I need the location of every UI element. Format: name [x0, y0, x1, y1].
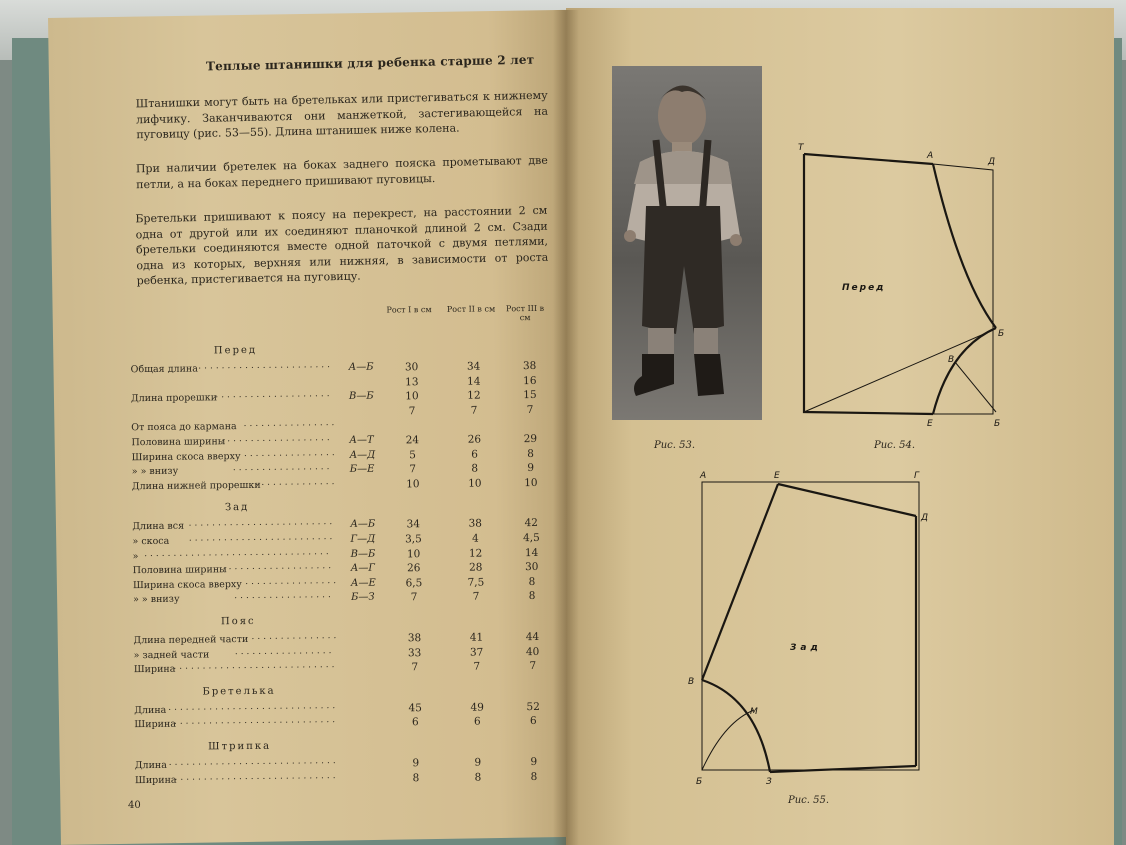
cell-value: 7	[473, 660, 481, 673]
cell-value: 38	[468, 517, 483, 531]
cell-value: 9	[527, 462, 535, 475]
section-heading: Штрипка	[208, 740, 272, 753]
fig55-point-m: М	[750, 707, 758, 717]
row-code: В—Б	[348, 390, 374, 403]
cell-value: 8	[474, 771, 482, 784]
fig54-pattern-front	[790, 140, 1010, 430]
cell-value: 33	[407, 646, 422, 659]
leader-dots: .................	[232, 462, 333, 474]
cell-value: 10	[468, 477, 482, 490]
cell-value: 13	[405, 375, 419, 388]
leader-dots: ....................	[215, 389, 333, 401]
cell-value: 4	[472, 532, 479, 545]
leader-dots: ............................	[173, 715, 339, 728]
column-header-2: Рост II в см	[446, 304, 496, 314]
fig55-point-e: Е	[774, 471, 780, 481]
fig54-point-v: В	[948, 355, 955, 365]
leader-dots: .................	[234, 590, 334, 602]
cell-value: 40	[525, 645, 540, 658]
cell-value: 9	[474, 756, 482, 769]
leader-dots: ................	[243, 418, 338, 430]
section-heading: Бретелька	[202, 685, 276, 698]
cell-value: 30	[524, 561, 539, 574]
row-code: Б—Е	[349, 463, 375, 476]
paragraph-3: Бретельки пришивают к поясу на перекрест, на расстоянии 2 см одна от другой или их соединяют планочкой длиной 2 см. Сзади бретельки соединяются вместе одной паточкой с двумя петлями, одна из которых, верхняя или нижняя, в зависимости от роста ребенка, пристегивается на пуговицу.	[135, 203, 549, 288]
cell-value: 34	[406, 518, 421, 531]
cell-value: 8	[528, 575, 536, 588]
leader-dots: ..............	[255, 476, 338, 488]
fig55-point-d: Д	[921, 513, 929, 523]
cell-value: 6	[473, 715, 481, 729]
leader-dots: .........................	[188, 532, 336, 544]
row-label: От пояса до кармана	[131, 421, 237, 434]
cell-value: 15	[523, 389, 537, 402]
fig55-caption: Рис. 55.	[788, 795, 830, 806]
cell-value: 26	[467, 433, 482, 446]
row-label: Длина передней части	[133, 633, 249, 647]
cell-value: 38	[407, 632, 422, 645]
fig54-point-t: Т	[798, 143, 804, 153]
row-label: Длина нижней прорешки	[131, 479, 261, 492]
column-header-1: Рост I в см	[386, 305, 432, 315]
fig53-caption: Рис. 53.	[654, 440, 696, 451]
section-heading: Перед	[213, 344, 258, 357]
row-label: Длина вся	[132, 521, 185, 533]
cell-value: 7	[529, 660, 537, 673]
paragraph-1: Штанишки могут быть на бретельках или пристегиваться к нижнему лифчику. Заканчиваются они манжеткой, застегивающейся на пуговицу (рис. 53—55). Длина штанишек ниже колена.	[135, 88, 549, 142]
cell-value: 9	[412, 757, 420, 770]
row-label: Длина прорешки	[130, 392, 218, 405]
cell-value: 42	[524, 517, 539, 530]
cell-value: 10	[406, 547, 421, 560]
fig54-caption: Рис. 54.	[874, 440, 916, 451]
row-label: Ширина	[133, 663, 176, 676]
fig54-point-e: Е	[927, 419, 933, 429]
book-gutter	[553, 10, 579, 845]
cell-value: 37	[469, 646, 484, 659]
fig54-point-d: Д	[988, 157, 996, 167]
row-code: Г—Д	[350, 533, 376, 545]
cell-value: 10	[406, 477, 420, 491]
fig55-point-b: Б	[696, 777, 703, 787]
leader-dots: ............................	[174, 770, 339, 783]
cell-value: 34	[466, 360, 481, 373]
cell-value: 14	[467, 375, 481, 388]
cell-value: 14	[524, 546, 539, 559]
fig54-point-b: Б	[998, 329, 1005, 339]
row-code: А—Д	[349, 449, 376, 461]
row-label: Ширина	[134, 719, 177, 731]
row-label: Половина ширины	[132, 564, 227, 577]
cell-value: 16	[523, 374, 537, 387]
leader-dots: .........................	[188, 517, 336, 529]
cell-value: 7	[472, 590, 480, 604]
cell-value: 7	[526, 403, 534, 416]
row-label: Ширина скоса вверху	[131, 450, 241, 463]
leader-dots: .............................	[168, 700, 339, 713]
row-code: А—Б	[350, 519, 376, 531]
row-label: Длина	[134, 704, 167, 716]
cell-value: 8	[530, 770, 538, 783]
cell-value: 29	[523, 432, 538, 446]
cell-value: 7	[410, 591, 418, 604]
cell-value: 10	[405, 390, 419, 403]
fig55-pattern-back	[688, 470, 934, 790]
cell-value: 10	[524, 476, 538, 489]
leader-dots: ................	[245, 575, 340, 587]
paragraph-2: При наличии бретелек на боках заднего пояска прометывают две петли, а на боках переднего пришивают пуговицы.	[135, 153, 548, 191]
row-label: Ширина скоса вверху	[132, 578, 242, 591]
cell-value: 6	[529, 715, 537, 728]
row-label: » скоса	[132, 535, 170, 548]
leader-dots: .............................	[168, 756, 339, 768]
cell-value: 28	[468, 561, 483, 574]
row-label: » задней части	[133, 648, 210, 661]
cell-value: 44	[525, 630, 540, 644]
section-heading: Пояс	[220, 615, 256, 628]
fig54-point-a: А	[927, 151, 934, 161]
leader-dots: ...............	[251, 631, 340, 642]
row-label: »	[132, 550, 139, 562]
cell-value: 6	[471, 448, 478, 461]
row-code: Б—З	[350, 592, 375, 604]
fig55-label: Зад	[790, 643, 822, 653]
page-number: 40	[128, 800, 141, 811]
row-code: А—Б	[348, 361, 374, 373]
cell-value: 6	[411, 716, 419, 729]
cell-value: 49	[470, 701, 484, 714]
cell-value: 12	[468, 547, 483, 560]
cell-value: 12	[467, 389, 481, 402]
cell-value: 24	[405, 434, 420, 447]
cell-value: 6,5	[405, 576, 423, 590]
fig55-point-g: Г	[914, 471, 920, 481]
cell-value: 5	[409, 448, 416, 461]
leader-dots: ................	[243, 447, 338, 459]
row-label: » » внизу	[131, 465, 179, 478]
child-illustration	[612, 66, 762, 420]
cell-value: 8	[527, 447, 534, 460]
row-label: Длина	[134, 759, 167, 772]
leader-dots: .......................	[198, 360, 334, 372]
leader-dots: ...................	[221, 433, 333, 445]
section-heading: Зад	[224, 502, 250, 514]
row-label: » » внизу	[133, 594, 180, 606]
cell-value: 8	[528, 590, 536, 603]
row-code: В—Б	[350, 548, 376, 560]
leader-dots: ................................	[144, 546, 332, 559]
row-code: А—Е	[350, 577, 376, 589]
leader-dots: .................	[234, 645, 335, 657]
cell-value: 7	[408, 405, 416, 418]
fig55-point-v: В	[688, 677, 695, 687]
fig54-label: Перед	[842, 283, 886, 293]
fig55-point-z: З	[766, 777, 772, 787]
fig55-point-a: А	[700, 471, 707, 481]
cell-value: 3,5	[405, 533, 422, 546]
cell-value: 41	[469, 631, 484, 644]
cell-value: 52	[526, 700, 540, 713]
cell-value: 8	[412, 771, 420, 784]
column-header-3: Рост III в см	[505, 303, 545, 323]
cell-value: 45	[408, 701, 422, 715]
cell-value: 26	[407, 562, 421, 575]
leader-dots: ............................	[173, 660, 338, 672]
cell-value: 7	[470, 404, 478, 417]
row-code: А—Г	[350, 562, 376, 575]
cell-value: 7,5	[467, 576, 485, 589]
cell-value: 7	[409, 463, 417, 476]
row-code: А—Т	[349, 434, 374, 446]
row-label: Общая длина	[130, 363, 198, 376]
child-photo	[612, 66, 762, 420]
cell-value: 9	[530, 755, 538, 769]
cell-value: 8	[471, 462, 479, 475]
leader-dots: ...................	[222, 561, 335, 573]
page-title: Теплые штанишки для ребенка старше 2 лет	[205, 52, 535, 74]
row-label: Ширина	[134, 774, 177, 786]
cell-value: 30	[404, 361, 419, 374]
cell-value: 4,5	[523, 531, 540, 545]
fig54-point-b2: Б	[994, 419, 1001, 429]
cell-value: 38	[522, 359, 537, 373]
cell-value: 7	[411, 661, 419, 674]
row-label: Половина ширины	[131, 436, 226, 449]
